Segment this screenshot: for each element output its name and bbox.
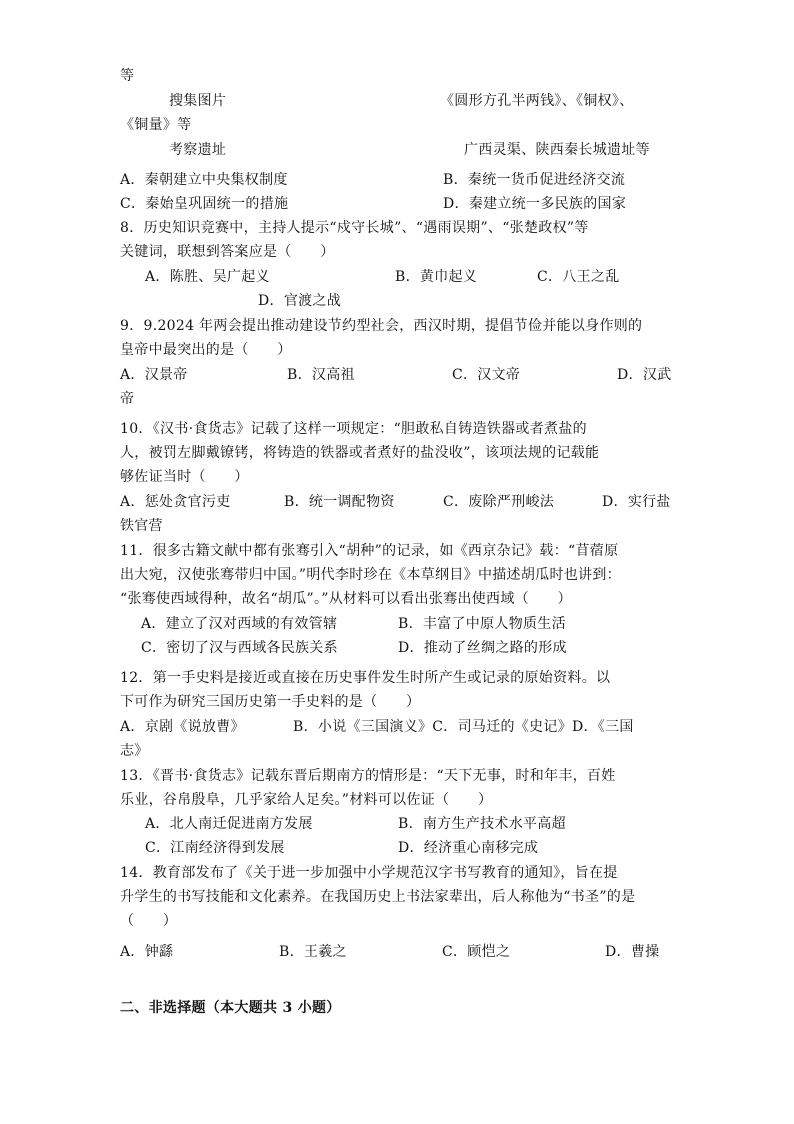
table-row-content: 广西灵渠、陕西秦长城遗址等 [464, 142, 650, 158]
q11-option-c: C．密切了汉与西域各民族关系 [141, 640, 338, 656]
q14-option-d: D．曹操 [605, 944, 660, 960]
q13-option-c: C．江南经济得到发展 [145, 840, 285, 856]
q11-stem: 11．很多古籍文献中都有张骞引入“胡种”的记录，如《西京杂记》载：“苜蓿原 [120, 543, 619, 559]
table-row-method: 搜集图片 [169, 93, 227, 109]
q8-option-d: D．官渡之战 [258, 293, 342, 309]
q12-option-bcd: B．小说《三国演义》C．司马迁的《史记》D．《三国 [293, 719, 634, 735]
q7-option-c: C．秦始皇巩固统一的措施 [120, 196, 289, 212]
q14-option-a: A．钟繇 [120, 944, 174, 960]
q10-stem: 10．《汉书·食货志》记载了这样一项规定：“胆敢私自铸造铁器或者煮盐的 [120, 421, 587, 437]
table-row-method: 考察遗址 [169, 142, 227, 158]
q8-option-b: B．黄巾起义 [395, 269, 478, 285]
q12-option-a: A．京剧《说放曹》 [120, 719, 245, 735]
q9-stem: 皇帝中最突出的是（ ） [120, 342, 292, 358]
q14-stem: 升学生的书写技能和文化素养。在我国历史上书法家辈出，后人称他为“书圣”的是 [120, 889, 636, 905]
q14-option-b: B．王羲之 [279, 944, 347, 960]
q10-stem: 够佐证当时（ ） [120, 469, 249, 485]
q13-option-b: B．南方生产技术水平高超 [398, 816, 566, 832]
q8-option-c: C．八王之乱 [537, 269, 620, 285]
q10-option-d: D．实行盐 [602, 494, 671, 510]
q11-option-d: D．推动了丝绸之路的形成 [398, 640, 567, 656]
q7-option-d: D．秦建立统一多民族的国家 [443, 196, 627, 212]
q10-option-a: A．惩处贪官污吏 [120, 494, 231, 510]
q9-option-d-wrap: 帝 [120, 391, 135, 407]
table-row-content: 《圆形方孔半两钱》、《铜权》、 [440, 93, 634, 109]
q13-stem: 乐业，谷帛殷阜，几乎家给人足矣。”材料可以佐证（ ） [120, 792, 493, 808]
section-heading: 二、非选择题（本大题共 3 小题） [120, 1000, 341, 1016]
q11-stem: “张骞使西域得种，故名“胡瓜”。”从材料可以看出张骞出使西域（ ） [120, 591, 572, 607]
q14-option-c: C．顾恺之 [442, 944, 511, 960]
q12-option-d-wrap: 志》 [120, 743, 149, 759]
q9-option-a: A．汉景帝 [120, 367, 188, 383]
q8-option-a: A．陈胜、吴广起义 [145, 269, 270, 285]
q10-option-b: B．统一调配物资 [284, 494, 395, 510]
q8-stem: 关键词，联想到答案应是（ ） [120, 244, 335, 260]
q8-stem: 8．历史知识竞赛中，主持人提示“戍守长城”、“遇雨误期”、“张楚政权”等 [120, 220, 589, 236]
q9-stem: 9．9.2024 年两会提出推动建设节约型社会，西汉时期，提倡节俭并能以身作则的 [120, 318, 643, 334]
q10-option-c: C．废除严刑峻法 [443, 494, 555, 510]
q12-stem: 下可作为研究三国历史第一手史料的是（ ） [120, 694, 421, 710]
q11-stem: 出大宛，汉使张骞带归中国。”明代李时珍在《本草纲目》中描述胡瓜时也讲到： [120, 567, 621, 583]
q7-option-a: A．秦朝建立中央集权制度 [120, 172, 288, 188]
q13-option-d: D．经济重心南移完成 [398, 840, 539, 856]
q14-stem: 14．教育部发布了《关于进一步加强中小学规范汉字书写教育的通知》，旨在提 [120, 865, 618, 881]
q10-option-d-wrap: 铁官营 [120, 518, 163, 534]
q12-stem: 12．第一手史料是接近或直接在历史事件发生时所产生或记录的原始资料。以 [120, 670, 611, 686]
q9-option-d: D．汉武 [617, 367, 672, 383]
q14-stem: （ ） [120, 913, 178, 929]
q7-option-b: B．秦统一货币促进经济交流 [443, 172, 626, 188]
q13-stem: 13．《晋书·食货志》记载东晋后期南方的情形是：“天下无事，时和年丰，百姓 [120, 768, 616, 784]
q9-option-b: B．汉高祖 [287, 367, 355, 383]
q11-option-a: A．建立了汉对西域的有效管辖 [141, 616, 338, 632]
q11-option-b: B．丰富了中原人物质生活 [398, 616, 566, 632]
table-row-content: 《铜量》等 [120, 117, 192, 133]
q9-option-c: C．汉文帝 [452, 367, 521, 383]
top-fragment: 等 [120, 68, 135, 84]
q10-stem: 人，被罚左脚戴镣铐，将铸造的铁器或者煮好的盐没收”，该项法规的记载能 [120, 445, 600, 461]
q13-option-a: A．北人南迁促进南方发展 [145, 816, 313, 832]
